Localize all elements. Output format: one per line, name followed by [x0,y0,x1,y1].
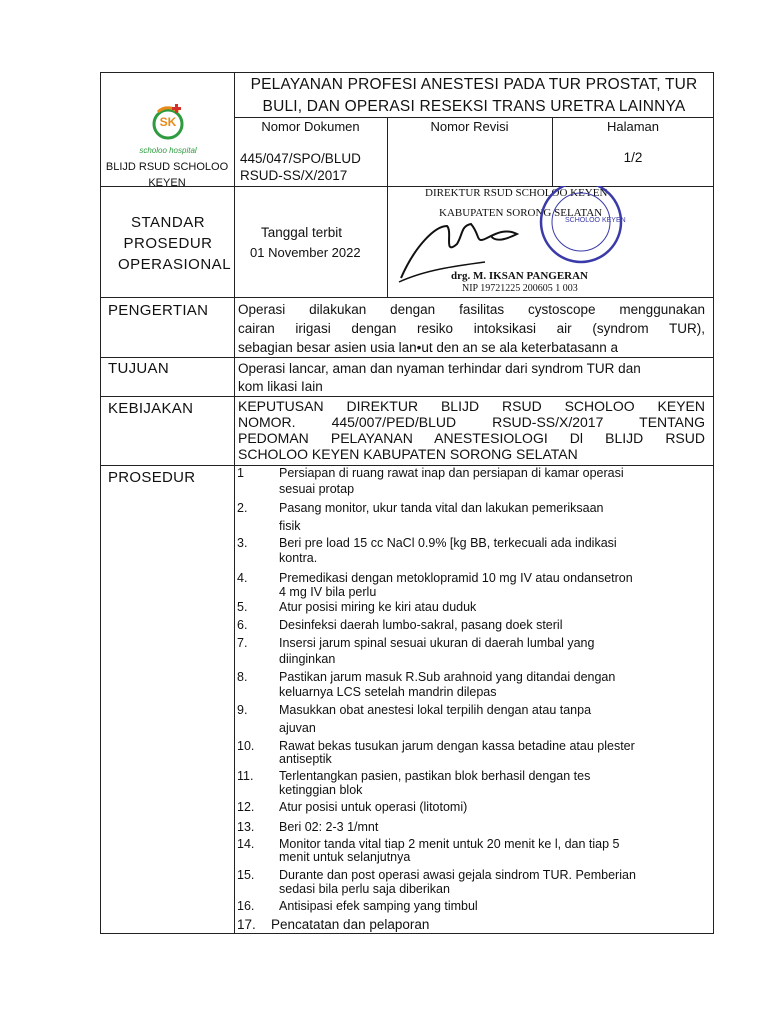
pengertian-line: sebagian besar asien usia lan•ut den an se ala keterbatasann a [238,340,618,355]
logo-caption: scholoo hospital [139,146,197,155]
signer-title-line2: KABUPATEN SORONG SELATAN [439,207,603,219]
divider [100,396,714,397]
svg-text:SCHOLOO KEYEN: SCHOLOO KEYEN [565,217,626,224]
tujuan-line: kom likasi Iain [238,379,323,394]
signer-name: drg. M. IKSAN PANGERAN [451,270,588,282]
hospital-logo [112,100,224,160]
kebijakan-line: KEPUTUSAN DIREKTUR BLIJD RSUD SCHOLOO KEYEN [238,398,705,414]
halaman-label: Halaman [606,119,660,134]
halaman-value: 1/2 [623,150,643,165]
divider [100,357,714,358]
kebijakan-label: KEBIJAKAN [108,400,194,417]
signer-title-line1: DIREKTUR RSUD SCHOLOO KEYEN [425,187,608,199]
logo-text: SK [159,115,177,129]
document-title: PELAYANAN PROFESI ANESTESI PADA TUR PROSTAT, TUR BULI, DAN OPERASI RESEKSI TRANS URETRA LAINNYA [250,76,698,115]
nomor-dokumen-value: 445/047/SPO/BLUD RSUD-SS/X/2017 [240,151,361,183]
kebijakan-line: SCHOLOO KEYEN KABUPATEN SORONG SELATAN [238,446,578,462]
spo-label: STANDAR PROSEDUR OPERASIONAL [118,214,232,273]
pengertian-line: Operasi dilakukan dengan fasilitas cystoscope menggunakan [238,302,705,317]
tanggal-value: 01 November 2022 [250,245,361,260]
tanggal-label: Tanggal terbit [261,225,343,240]
divider [234,72,235,934]
signer-nip: NIP 19721225 200605 1 003 [462,283,578,294]
pengertian-label: PENGERTIAN [108,302,209,319]
org-name: BLIJD RSUD SCHOLOO KEYEN [105,161,229,189]
tujuan-line: Operasi lancar, aman dan nyaman terhindar dari syndrom TUR dan [238,361,641,376]
kebijakan-line: NOMOR. 445/007/PED/BLUD RSUD-SS/X/2017 TENTANG [238,414,705,430]
nomor-revisi-label: Nomor Revisi [430,119,509,134]
tujuan-label: TUJUAN [108,360,169,377]
divider [387,186,388,297]
kebijakan-line: PEDOMAN PELAYANAN ANESTESIOLOGI Dl BLIJD RSUD [238,430,705,446]
divider [100,297,714,298]
nomor-dokumen-label: Nomor Dokumen [261,119,360,134]
prosedur-label: PROSEDUR [108,469,196,486]
pengertian-line: cairan irigasi dengan resiko intoksikasi air (syndrom TUR), [238,321,705,336]
